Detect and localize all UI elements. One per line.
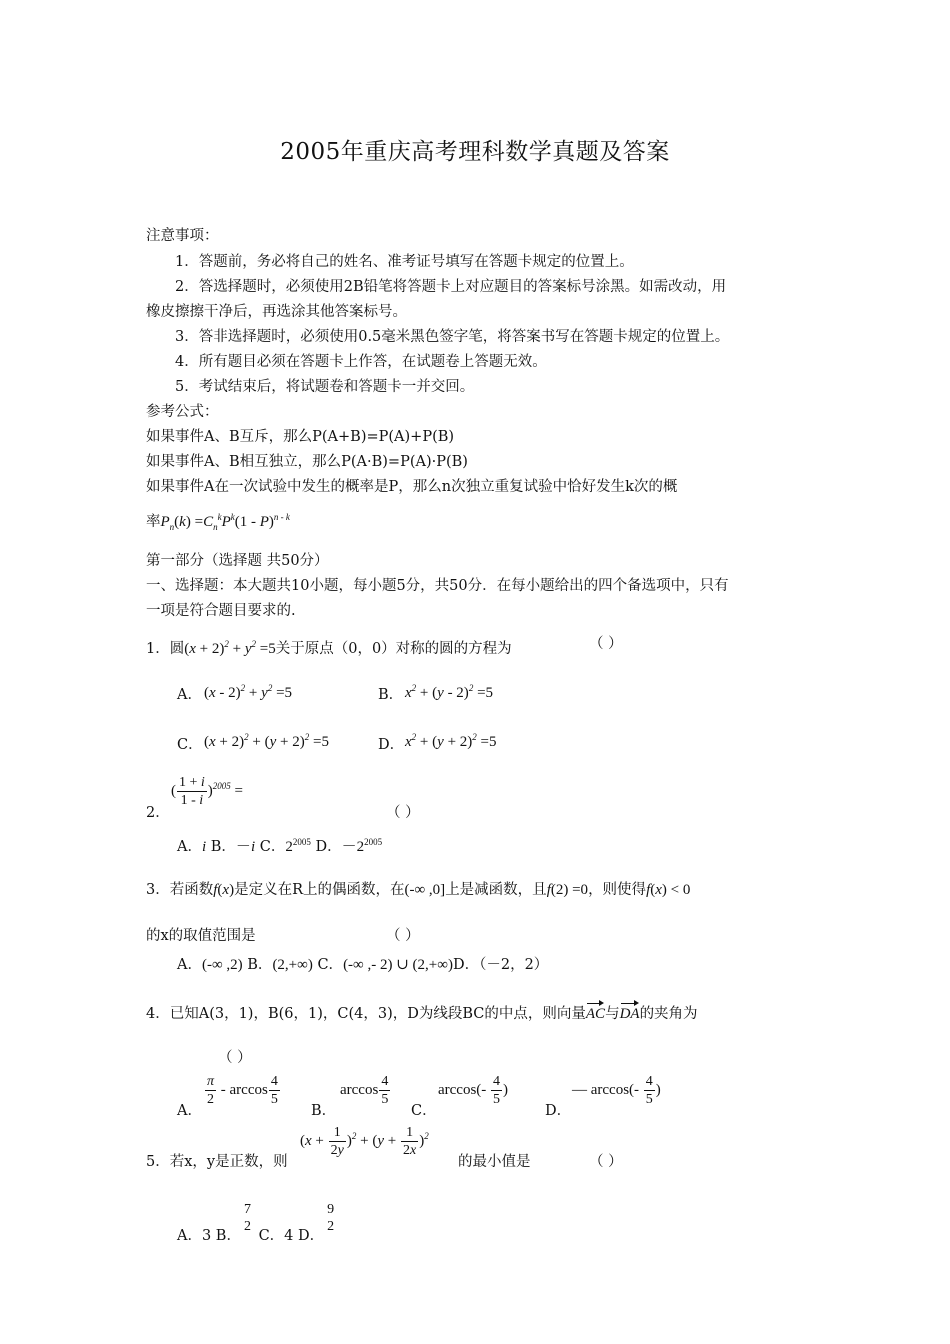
q4-label-b: B． — [311, 1103, 337, 1119]
q3-label-c: C． — [317, 957, 344, 973]
q5-option-d: 9 2 — [327, 1202, 335, 1234]
q3-label-b: B． — [247, 957, 273, 973]
q5-answer-paren: （ ） — [589, 1154, 623, 1170]
q2-option-c: $2^{2005}$ — [285, 837, 311, 855]
binomial-formula: $P_n(k) =C_n^kP^k(1 - P)^{n - k}$ — [160, 512, 290, 532]
q4-label-a: A． — [177, 1103, 202, 1119]
notice-item-1: 1．答题前，务必将自己的姓名、准考证号填写在答题卡规定的位置上。 — [175, 254, 634, 270]
q4-option-d: — arccos(- $\frac{4}{5}$ ) — [572, 1074, 661, 1107]
formula-line-3: 如果事件A在一次试验中发生的概率是P，那么n次独立重复试验中恰好发生k次的概 — [146, 479, 678, 495]
q2-option-d: $-2^{2005}$ — [341, 837, 383, 855]
question-1 — [146, 634, 512, 659]
q3-interval: (-∞ ,0] — [404, 882, 446, 898]
q3-option-b: (2,+∞) — [272, 957, 313, 973]
q1-stem: 关于原点（0，0）对称的圆的方程为 — [275, 641, 512, 657]
q5-suffix: 的最小值是 — [458, 1154, 531, 1170]
q1-prefix: 1．圆 — [146, 641, 185, 657]
q4-option-a: $\frac{\pi}{2}$ - arccos $\frac{4}{5}$ — [207, 1074, 278, 1107]
q3-answer-paren: （ ） — [386, 928, 420, 944]
part1-intro-2: 一项是符合题目要求的. — [146, 603, 296, 619]
q1-label-c: C． — [177, 737, 203, 753]
q3-stem-2: 上是减函数，且 — [445, 882, 547, 898]
q1-option-a: $(x - 2)^2 + y^2 =5$ — [204, 683, 293, 701]
notice-item-2: 2．答选择题时，必须使用2B铅笔将答题卡上对应题目的答案标号涂黑。如需改动，用 — [175, 279, 727, 295]
page-title: 2005年重庆高考理科数学真题及答案 — [280, 139, 670, 165]
q5-options — [177, 1201, 337, 1246]
q2-prefix: 2． — [146, 805, 170, 821]
formula-prefix: 率 — [146, 514, 161, 530]
q2-option-b: －i — [235, 839, 256, 855]
q1-label-a: A． — [177, 687, 202, 703]
q2-label-a: A． — [177, 839, 202, 855]
q4-suffix: 的夹角为 — [639, 1006, 698, 1022]
q3-condition: f(2) =0 — [546, 882, 589, 898]
q2-label-b: B． — [210, 839, 236, 855]
q4-prefix: 4．已知A(3，1)，B(6，1)，C(4，3)，D为线段BC的中点，则向量 — [146, 1006, 586, 1022]
q3-option-d: （－2，2） — [479, 957, 549, 973]
q5-option-b: 7 2 — [243, 1202, 251, 1234]
q1-label-d: D． — [378, 737, 405, 753]
formulas-heading: 参考公式： — [146, 404, 219, 420]
notice-item-3: 3．答非选择题时，必须使用0.5毫米黑色签字笔，将答案书写在答题卡规定的位置上。 — [175, 329, 730, 345]
q4-answer-paren: （ ） — [218, 1050, 252, 1066]
q4-option-c: arccos(- $\frac{4}{5}$ ) — [438, 1074, 509, 1107]
q3-options — [177, 955, 548, 975]
q3-stem-1: 是定义在R上的偶函数，在 — [234, 882, 405, 898]
q3-label-a: A． — [177, 957, 202, 973]
vector-ac: AC — [585, 1006, 606, 1022]
q4-label-c: C． — [411, 1103, 437, 1119]
part1-heading: 第一部分（选择题 共50分） — [146, 553, 329, 569]
q4-option-b: arccos $\frac{4}{5}$ — [340, 1074, 389, 1107]
q3-option-c: (-∞ ,- 2) ∪ (2,+∞) — [343, 957, 453, 973]
q2-options — [177, 832, 382, 857]
q2-option-a: i — [201, 839, 207, 855]
part1-intro-1: 一、选择题：本大题共10小题，每小题5分，共50分．在每小题给出的四个备选项中，只有 — [146, 578, 729, 594]
q2-expression: ( $\frac{1 + i}{1 - i}$ )$^{2005}$ = — [171, 775, 244, 808]
q5-expression: (x + $\frac{1}{2y}$ )$^2$ + (y + $\frac{1}{2x}$ )$^2$ — [300, 1125, 429, 1158]
q1-option-c: $(x + 2)^2 + (y + 2)^2 =5$ — [204, 732, 329, 750]
q1-circle-equation: $(x + 2)^2 + y^2 =5$ — [184, 639, 276, 657]
q2-answer-paren: （ ） — [386, 805, 420, 821]
q1-label-b: B． — [378, 687, 404, 703]
notice-item-2-cont: 橡皮擦擦干净后，再选涂其他答案标号。 — [146, 304, 407, 320]
q3-stem-3: ，则使得 — [588, 882, 647, 898]
q5-prefix: 5．若x，y是正数，则 — [146, 1154, 288, 1170]
q4-label-d: D． — [545, 1103, 572, 1119]
notice-item-5: 5．考试结束后，将试题卷和答题卡一并交回。 — [175, 379, 475, 395]
q5-option-c: C．4 D． — [258, 1228, 325, 1244]
q1-option-d: $x^2 + (y + 2)^2 =5$ — [405, 732, 497, 750]
q2-label-d: D． — [315, 839, 342, 855]
notice-heading: 注意事项： — [146, 228, 219, 244]
notice-item-4: 4．所有题目必须在答题卡上作答，在试题卷上答题无效。 — [175, 354, 547, 370]
question-4 — [146, 1004, 698, 1024]
q3-option-a: (-∞ ,2) — [201, 957, 243, 973]
q1-option-b: $x^2 + (y - 2)^2 =5$ — [405, 683, 494, 701]
question-3 — [146, 880, 690, 900]
formula-line-4 — [146, 507, 290, 537]
q5-option-a: A．3 B． — [177, 1228, 241, 1244]
formula-line-2: 如果事件A、B相互独立，那么P(A·B)=P(A)·P(B) — [146, 454, 468, 470]
vector-da: DA — [619, 1006, 640, 1022]
q3-inequality: f(x) < 0 — [646, 882, 691, 898]
q3-label-d: D． — [452, 957, 480, 973]
q3-stem-line2: 的x的取值范围是 — [146, 928, 256, 944]
formula-line-1: 如果事件A、B互斥，那么P(A+B)=P(A)+P(B) — [146, 429, 455, 445]
q1-answer-paren: （ ） — [589, 636, 623, 652]
q2-label-c: C． — [259, 839, 286, 855]
q3-prefix: 3．若函数 — [146, 882, 214, 898]
q3-function: f(x) — [213, 882, 235, 898]
q4-stem: 与 — [605, 1006, 620, 1022]
